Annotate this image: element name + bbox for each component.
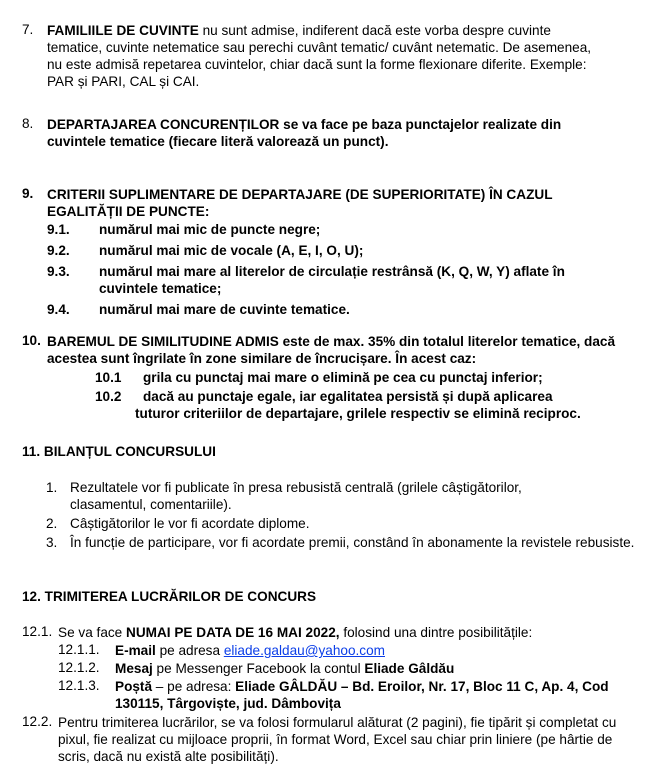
list-item xyxy=(46,479,616,513)
item-number: 9.2. xyxy=(47,243,70,258)
section-8-number: 8. xyxy=(22,116,34,131)
list-item-continuation xyxy=(95,405,645,422)
item-number: 1. xyxy=(46,480,58,495)
list-item xyxy=(95,388,645,405)
p12-1-text xyxy=(58,624,648,641)
list-item xyxy=(47,242,637,259)
item-number: 10.2 xyxy=(95,389,122,404)
p12-1-3-number: 12.1.3. xyxy=(58,678,100,693)
section-8-text xyxy=(47,116,612,150)
section-7-number: 7. xyxy=(22,22,34,37)
p12-1-number: 12.1. xyxy=(22,624,53,639)
p12-1-date: NUMAI PE DATA DE 16 MAI 2022, xyxy=(126,625,340,640)
p12-2-number: 12.2. xyxy=(22,714,53,729)
list-item xyxy=(46,534,635,568)
email-label: E-mail xyxy=(115,643,156,658)
item-text: tuturor criteriilor de departajare, grilele respectiv se elimină reciproc. xyxy=(135,406,581,421)
p12-1-2-text xyxy=(115,660,635,677)
list-item xyxy=(47,301,637,318)
item-number: 10.1 xyxy=(95,370,122,385)
item-text: Câștigătorilor le vor fi acordate diplome. xyxy=(70,516,310,531)
item-text: numărul mai mic de puncte negre; xyxy=(99,222,321,237)
item-text: În funcție de participare, vor fi acordate premii, constând în abonamente la revistele rebusiste. xyxy=(70,535,635,550)
list-item xyxy=(47,221,637,238)
p12-1-2-number: 12.1.2. xyxy=(58,660,100,675)
section-11-title: 11. BILANȚUL CONCURSULUI xyxy=(22,444,216,459)
section-10-list xyxy=(95,369,645,422)
list-item xyxy=(95,369,645,386)
section-12-title: 12. TRIMITEREA LUCRĂRILOR DE CONCURS xyxy=(22,589,317,604)
item-number: 9.1. xyxy=(47,222,70,237)
section-8-title: DEPARTAJAREA CONCURENȚILOR xyxy=(47,117,280,132)
item-number: 3. xyxy=(46,535,58,550)
item-text: numărul mai mic de vocale (A, E, I, O, U); xyxy=(99,243,364,258)
email-link[interactable]: eliade.galdau@yahoo.com xyxy=(223,643,385,658)
email-lead: pe adresa xyxy=(155,643,224,658)
facebook-account: Eliade Gâldău xyxy=(364,661,455,676)
postal-address: Eliade GÂLDĂU – Bd. Eroilor, Nr. 17, Bloc 11 C, Ap. 4, Cod 130115, Târgoviște, jud. Dâmbovița xyxy=(115,679,609,711)
message-lead: pe Messenger Facebook la contul xyxy=(152,661,365,676)
item-text: numărul mai mare al literelor de circulație restrânsă (K, Q, W, Y) aflate în cuvintele tematice; xyxy=(99,264,565,296)
item-text: Rezultatele vor fi publicate în presa rebusistă centrală (grilele câștigătorilor, clasamentul, comentariile). xyxy=(70,480,522,512)
p12-1-tail: folosind una dintre posibilitățile: xyxy=(339,625,533,640)
p12-1-lead: Se va face xyxy=(58,625,127,640)
item-number: 2. xyxy=(46,516,58,531)
list-item xyxy=(47,263,637,297)
item-number: 9.4. xyxy=(47,302,70,317)
section-9-number: 9. xyxy=(22,186,34,201)
p12-2-text: Pentru trimiterea lucrărilor, se va folosi formularul alăturat (2 pagini), fie tipărit și completat cu pixul, fie realizat cu mijloace proprii, în format Word, Excel sau chiar prin liniere (pe hârtie de scris, dacă nu există alte posibilități). xyxy=(58,715,617,764)
section-7-body: nu sunt admise, indiferent dacă este vorba despre cuvinte tematice, cuvinte netematice sau perechi cuvânt tematic/ cuvânt netematic. De asemenea, nu este admisă repetarea cuvintelor, chiar dacă sunt la forme flexionare diferite. Exemple: PAR și PARI, CAL și CAI. xyxy=(47,23,592,89)
item-text: grila cu punctaj mai mare o elimină pe cea cu punctaj inferior; xyxy=(143,370,543,385)
message-label: Mesaj xyxy=(115,661,153,676)
section-7-title: FAMILIILE DE CUVINTE xyxy=(47,23,199,38)
item-text: numărul mai mare de cuvinte tematice. xyxy=(99,302,350,317)
p12-1-1-text xyxy=(115,642,635,659)
section-10-text: BAREMUL DE SIMILITUDINE ADMIS este de max. 35% din totalul literelor tematice, dacă acestea sunt îngrilate în zone similare de încrucișare. În acest caz: xyxy=(47,334,616,366)
section-11-list xyxy=(46,479,635,568)
section-10-number: 10. xyxy=(22,333,41,348)
section-9-title: CRITERII SUPLIMENTARE DE DEPARTAJARE (DE SUPERIORITATE) ÎN CAZUL EGALITĂȚII DE PUNCTE: xyxy=(47,187,553,219)
list-item xyxy=(46,515,616,532)
item-text: dacă au punctaje egale, iar egalitatea persistă și după aplicarea xyxy=(143,389,553,404)
p12-1-1-number: 12.1.1. xyxy=(58,642,100,657)
item-number: 9.3. xyxy=(47,264,70,279)
post-label: Poștă xyxy=(115,679,153,694)
section-9-list xyxy=(47,221,637,318)
p12-1-3-text xyxy=(115,678,615,712)
section-8-body: se va face pe baza punctajelor realizate din cuvintele tematice (fiecare literă valorează un punct). xyxy=(47,117,562,149)
section-7-text xyxy=(47,22,607,90)
post-lead: – pe adresa: xyxy=(152,679,236,694)
